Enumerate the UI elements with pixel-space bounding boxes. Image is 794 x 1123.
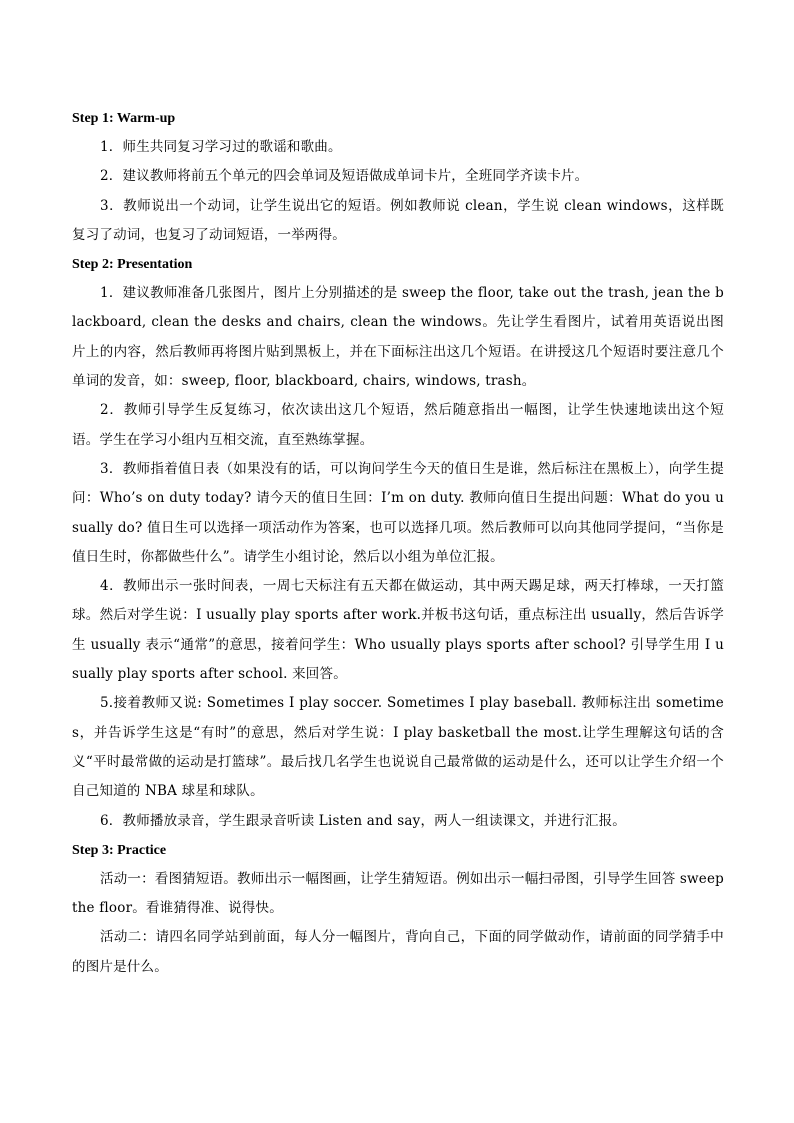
step-2-section [72, 250, 724, 836]
step-1-section [72, 104, 724, 250]
step-2-paragraph-4: 4．教师出示一张时间表，一周七天标注有五天都在做运动，其中两天踢足球，两天打棒球，一天打篮球。然后对学生说：I usually play sports after work.并板书这句话，重点标注出 usually，然后告诉学生 usually 表示“通常”的意思，接着问学生：Who usually plays sports after school? 引导学生用 I usually play sports after school. 来回答。 [72, 578, 724, 683]
step-1-heading: Step 1: Warm-up [72, 111, 176, 126]
step-3-paragraph-2: 活动二：请四名同学站到前面，每人分一幅图片，背向自己，下面的同学做动作，请前面的同学猜手中的图片是什么。 [72, 929, 724, 975]
step-2-paragraph-5: 5.接着教师又说: Sometimes I play soccer. Sometimes I play baseball. 教师标注出 sometimes，并告诉学生这是“有时”的意思，然后对学生说：I play basketball the most.让学生理解这句话的含义“平时最常做的运动是打篮球”。最后找几名学生也说说自己最常做的运动是什么，还可以让学生介绍一个自己知道的 NBA 球星和球队。 [72, 695, 724, 800]
step-2-paragraph-6: 6．教师播放录音，学生跟录音听读 Listen and say，两人一组读课文，并进行汇报。 [100, 812, 626, 829]
step-2-paragraph-3: 3．教师指着值日表（如果没有的话，可以询问学生今天的值日生是谁，然后标注在黑板上），向学生提问：Who’s on duty today? 请今天的值日生回：I’m on duty. 教师向值日生提出问题：What do you usually do? 值日生可以选择一项活动作为答案，也可以选择几项。然后教师可以向其他同学提问，“当你是值日生时，你都做些什么”。请学生小组讨论，然后以小组为单位汇报。 [72, 460, 724, 565]
step-1-paragraph-2: 2．建议教师将前五个单元的四会单词及短语做成单词卡片，全班同学齐读卡片。 [100, 168, 589, 185]
step-3-paragraph-1: 活动一：看图猜短语。教师出示一幅图画，让学生猜短语。例如出示一幅扫帚图，引导学生回答 sweep the floor。看谁猜得准、说得快。 [72, 870, 724, 917]
step-1-paragraph-3: 3．教师说出一个动词，让学生说出它的短语。例如教师说 clean，学生说 clean windows，这样既复习了动词，也复习了动词短语，一举两得。 [72, 197, 724, 243]
step-1-paragraph-1: 1．师生共同复习学习过的歌谣和歌曲。 [100, 139, 342, 155]
step-2-paragraph-2: 2．教师引导学生反复练习，依次读出这几个短语，然后随意指出一幅图，让学生快速地读出这个短语。学生在学习小组内互相交流，直至熟练掌握。 [72, 402, 724, 448]
step-3-section [72, 836, 724, 982]
step-2-heading: Step 2: Presentation [72, 257, 193, 273]
step-2-paragraph-1: 1．建议教师准备几张图片，图片上分别描述的是 sweep the floor, take out the trash, jean the blackboard, clean the desks and chairs, clean the windows。先让学生看图片，试着用英语说出图片上的内容，然后教师再将图片贴到黑板上，并在下面标注出这几个短语。在讲授这几个短语时要注意几个单词的发音，如：sweep, floor, blackboard, chairs, windows, trash。 [72, 285, 724, 390]
document-page [72, 104, 724, 982]
step-3-heading: Step 3: Practice [72, 842, 167, 858]
